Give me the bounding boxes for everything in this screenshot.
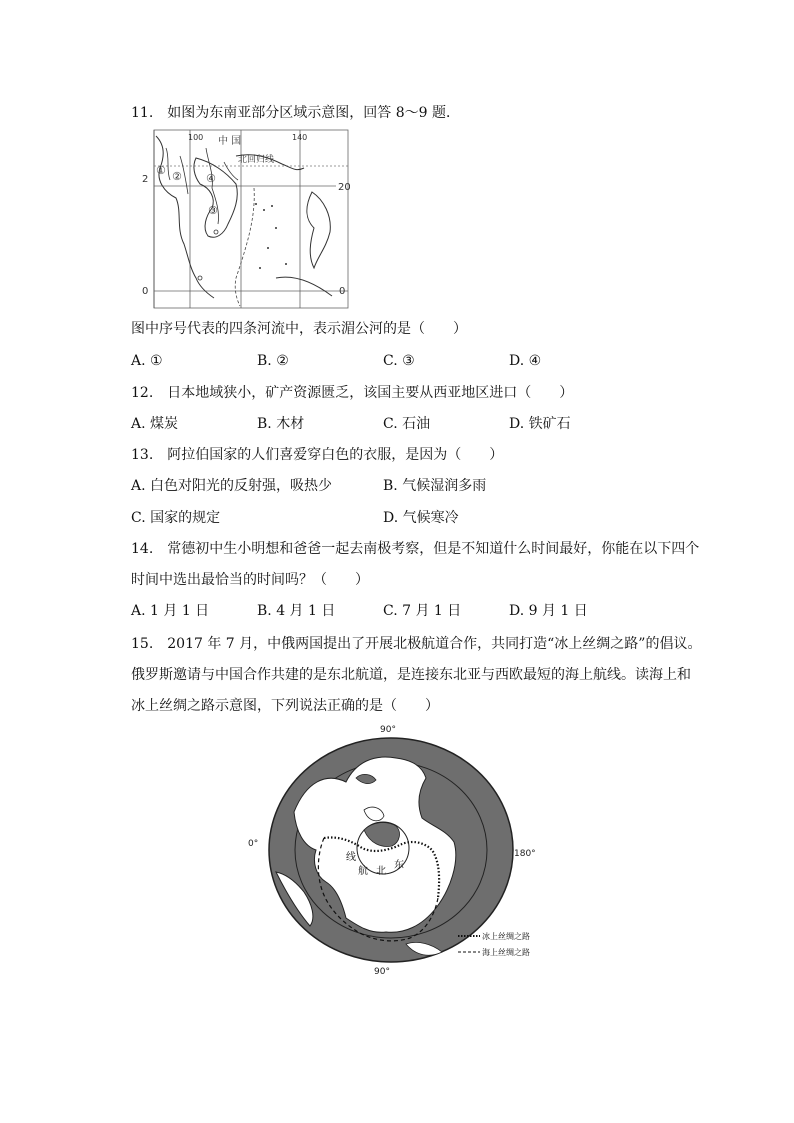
river-marker-4: ④ bbox=[206, 172, 216, 185]
q12-option-c[interactable]: C. 石油 bbox=[383, 416, 431, 432]
deg-left-label: 0° bbox=[248, 839, 259, 849]
river-marker-1: ① bbox=[156, 164, 166, 177]
q13-option-c[interactable]: C. 国家的规定 bbox=[131, 510, 221, 526]
lat-20-label: 20 bbox=[338, 182, 350, 193]
q11-option-b[interactable]: B. ② bbox=[257, 353, 289, 369]
q11-question: 图中序号代表的四条河流中，表示湄公河的是（ ） bbox=[131, 321, 467, 337]
river-marker-2: ② bbox=[172, 170, 182, 183]
q14-option-a[interactable]: A. 1 月 1 日 bbox=[131, 603, 210, 619]
q14-stem-line1: 14. 常德初中生小明想和爸爸一起去南极考察，但是不知道什么时间最好，你能在以下四个 bbox=[131, 541, 700, 557]
q13-option-a[interactable]: A. 白色对阳光的反射强，吸热少 bbox=[131, 478, 333, 494]
q11-stem: 11. 如图为东南亚部分区域示意图，回答 8～9 题． bbox=[131, 105, 460, 121]
lon-100-label: 100 bbox=[188, 133, 204, 142]
q15-stem-line2: 俄罗斯邀请与中国合作共建的是东北航道，是连接东北亚与西欧最短的海上航线。读海上和 bbox=[131, 667, 691, 683]
route-char-4: 东 bbox=[394, 860, 404, 871]
deg-bottom-label: 90° bbox=[374, 967, 390, 977]
q14-option-d[interactable]: D. 9 月 1 日 bbox=[509, 603, 588, 619]
deg-top-label: 90° bbox=[380, 725, 396, 735]
q12-stem: 12. 日本地域狭小，矿产资源匮乏，该国主要从西亚地区进口（ ） bbox=[131, 385, 574, 401]
q13-option-d[interactable]: D. 气候寒冷 bbox=[383, 510, 459, 526]
southeast-asia-map bbox=[136, 128, 350, 312]
q14-option-b[interactable]: B. 4 月 1 日 bbox=[257, 603, 336, 619]
legend-ice-label: 冰上丝绸之路 bbox=[482, 932, 530, 941]
lon-140-label: 140 bbox=[292, 133, 308, 142]
route-char-1: 线 bbox=[346, 852, 356, 863]
q11-option-a[interactable]: A. ① bbox=[131, 353, 163, 369]
q11-option-d[interactable]: D. ④ bbox=[509, 353, 542, 369]
route-char-2: 航 bbox=[358, 866, 368, 877]
q13-option-b[interactable]: B. 气候湿润多雨 bbox=[383, 478, 487, 494]
q11-option-c[interactable]: C. ③ bbox=[383, 353, 415, 369]
tropic-label: 北回归线 bbox=[238, 155, 275, 165]
route-char-3: 北 bbox=[376, 866, 386, 877]
lat-20-left-label: 2 bbox=[142, 174, 149, 185]
q12-option-a[interactable]: A. 煤炭 bbox=[131, 416, 179, 432]
q14-option-c[interactable]: C. 7 月 1 日 bbox=[383, 603, 462, 619]
q12-option-d[interactable]: D. 铁矿石 bbox=[509, 416, 571, 432]
deg-right-label: 180° bbox=[514, 849, 536, 859]
q13-stem: 13. 阿拉伯国家的人们喜爱穿白色的衣服，是因为（ ） bbox=[131, 447, 504, 463]
q15-stem-line3: 冰上丝绸之路示意图，下列说法正确的是（ ） bbox=[131, 698, 439, 714]
china-label: 中 国 bbox=[218, 136, 242, 147]
river-marker-3: ③ bbox=[208, 204, 218, 217]
q14-stem-line2: 时间中选出最恰当的时间吗？（ ） bbox=[131, 572, 369, 588]
arctic-route-map bbox=[246, 722, 550, 978]
legend-sea-label: 海上丝绸之路 bbox=[482, 948, 530, 957]
q15-stem-line1: 15. 2017 年 7 月，中俄两国提出了开展北极航道合作，共同打造“冰上丝绸之路”的倡议。 bbox=[131, 636, 702, 652]
lat-0-left-label: 0 bbox=[142, 286, 149, 297]
lat-0-right-label: 0 bbox=[339, 286, 346, 297]
q12-option-b[interactable]: B. 木材 bbox=[257, 416, 305, 432]
